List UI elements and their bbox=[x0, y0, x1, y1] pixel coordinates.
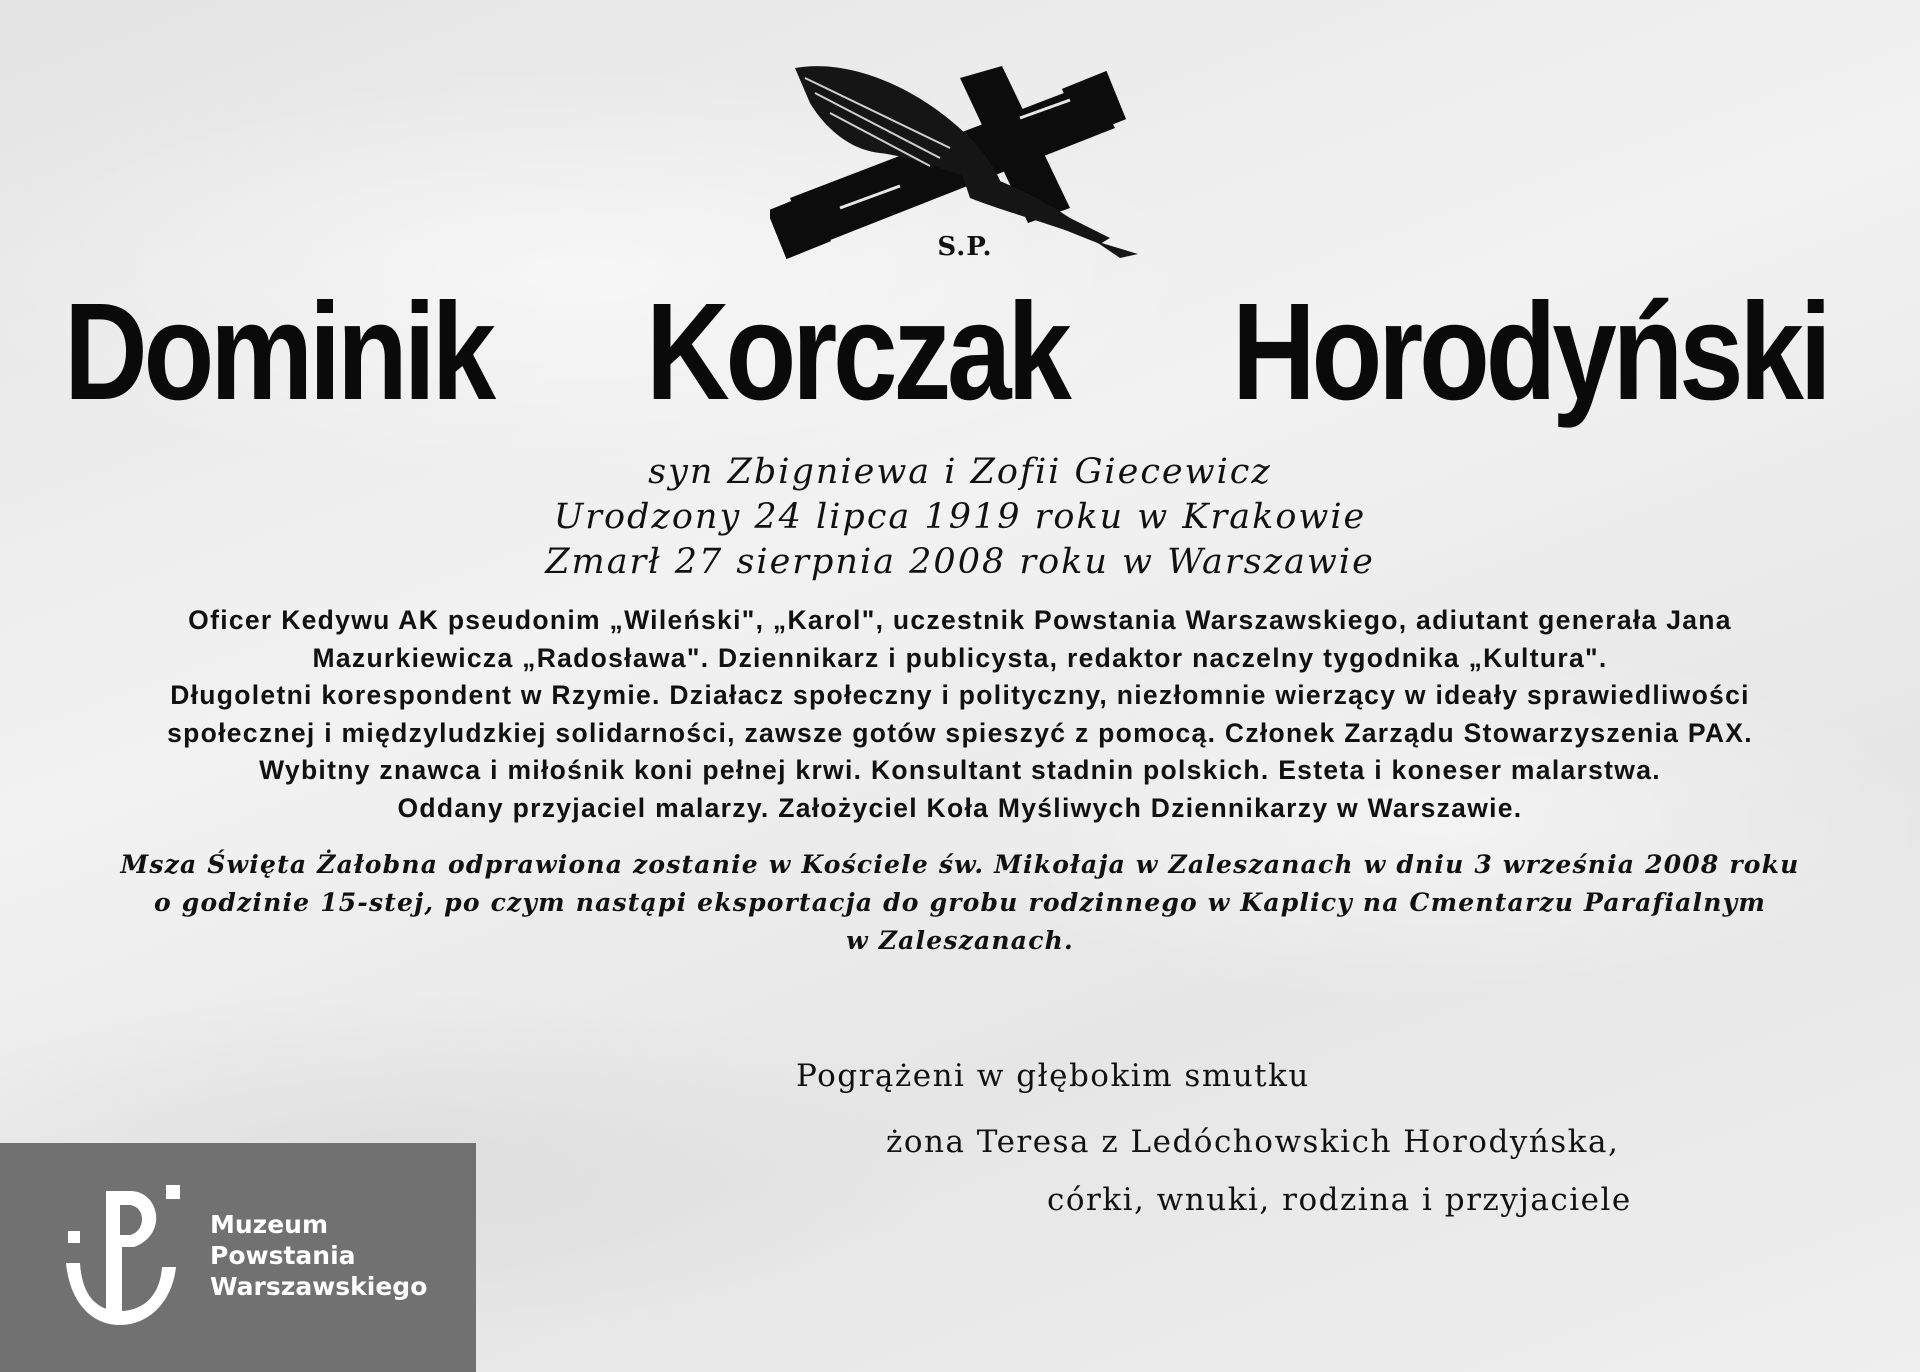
funeral-line: w Zaleszanach. bbox=[846, 926, 1074, 955]
birth-line: Urodzony 24 lipca 1919 roku w Krakowie bbox=[553, 497, 1367, 537]
museum-name-line: Powstania bbox=[210, 1241, 356, 1270]
vitals-block bbox=[60, 450, 1860, 585]
museum-name-line: Warszawskiego bbox=[210, 1272, 428, 1301]
funeral-block bbox=[60, 846, 1860, 960]
kotwica-anchor-icon bbox=[62, 1185, 184, 1329]
museum-name-line: Muzeum bbox=[210, 1210, 329, 1239]
biography-line: Długoletni korespondent w Rzymie. Działacz społeczny i polityczny, niezłomnie wierzący w ideały sprawiedliwości bbox=[170, 680, 1750, 710]
deceased-middle-name: Korczak bbox=[646, 275, 1068, 429]
biography-line: Mazurkiewicza „Radosława". Dziennikarz i publicysta, redaktor naczelny tygodnika „Kultura". bbox=[312, 642, 1608, 673]
biography-line: społecznej i międzyludzkiej solidarności, zawsze gotów spieszyć z pomocą. Członek Zarządu Stowarzyszenia PAX. bbox=[167, 717, 1753, 748]
deceased-surname: Horodyński bbox=[1232, 275, 1828, 429]
funeral-line: Msza Święta Żałobna odprawiona zostanie w Kościele św. Mikołaja w Zaleszanach w dniu 3 września 2008 roku bbox=[120, 850, 1800, 879]
museum-name bbox=[210, 1209, 427, 1302]
deceased-first-name: Dominik bbox=[64, 275, 492, 429]
biography-block bbox=[60, 602, 1860, 827]
mourner-spouse: żona Teresa z Ledóchowskich Horodyńska, bbox=[886, 1124, 1620, 1160]
funeral-line: o godzinie 15-stej, po czym nastąpi eksportacja do grobu rodzinnego w Kaplicy na Cmentarzu Parafialnym bbox=[154, 888, 1766, 917]
death-line: Zmarł 27 sierpnia 2008 roku w Warszawie bbox=[545, 542, 1375, 582]
biography-line: Wybitny znawca i miłośnik koni pełnej krwi. Konsultant stadnin polskich. Esteta i koneser malarstwa. bbox=[259, 755, 1661, 785]
mourning-heading: Pogrążeni w głębokim smutku bbox=[796, 1058, 1310, 1094]
biography-line: Oddany przyjaciel malarzy. Założyciel Koła Myśliwych Dziennikarzy w Warszawie. bbox=[397, 792, 1523, 823]
mourner-family: córki, wnuki, rodzina i przyjaciele bbox=[1047, 1182, 1632, 1218]
biography-line: Oficer Kedywu AK pseudonim „Wileński", „Karol", uczestnik Powstania Warszawskiego, adiutant generała Jana bbox=[188, 605, 1732, 635]
parentage-line: syn Zbigniewa i Zofii Giecewicz bbox=[648, 452, 1272, 492]
initials-label: S.P. bbox=[937, 232, 993, 262]
museum-badge bbox=[0, 1143, 476, 1372]
